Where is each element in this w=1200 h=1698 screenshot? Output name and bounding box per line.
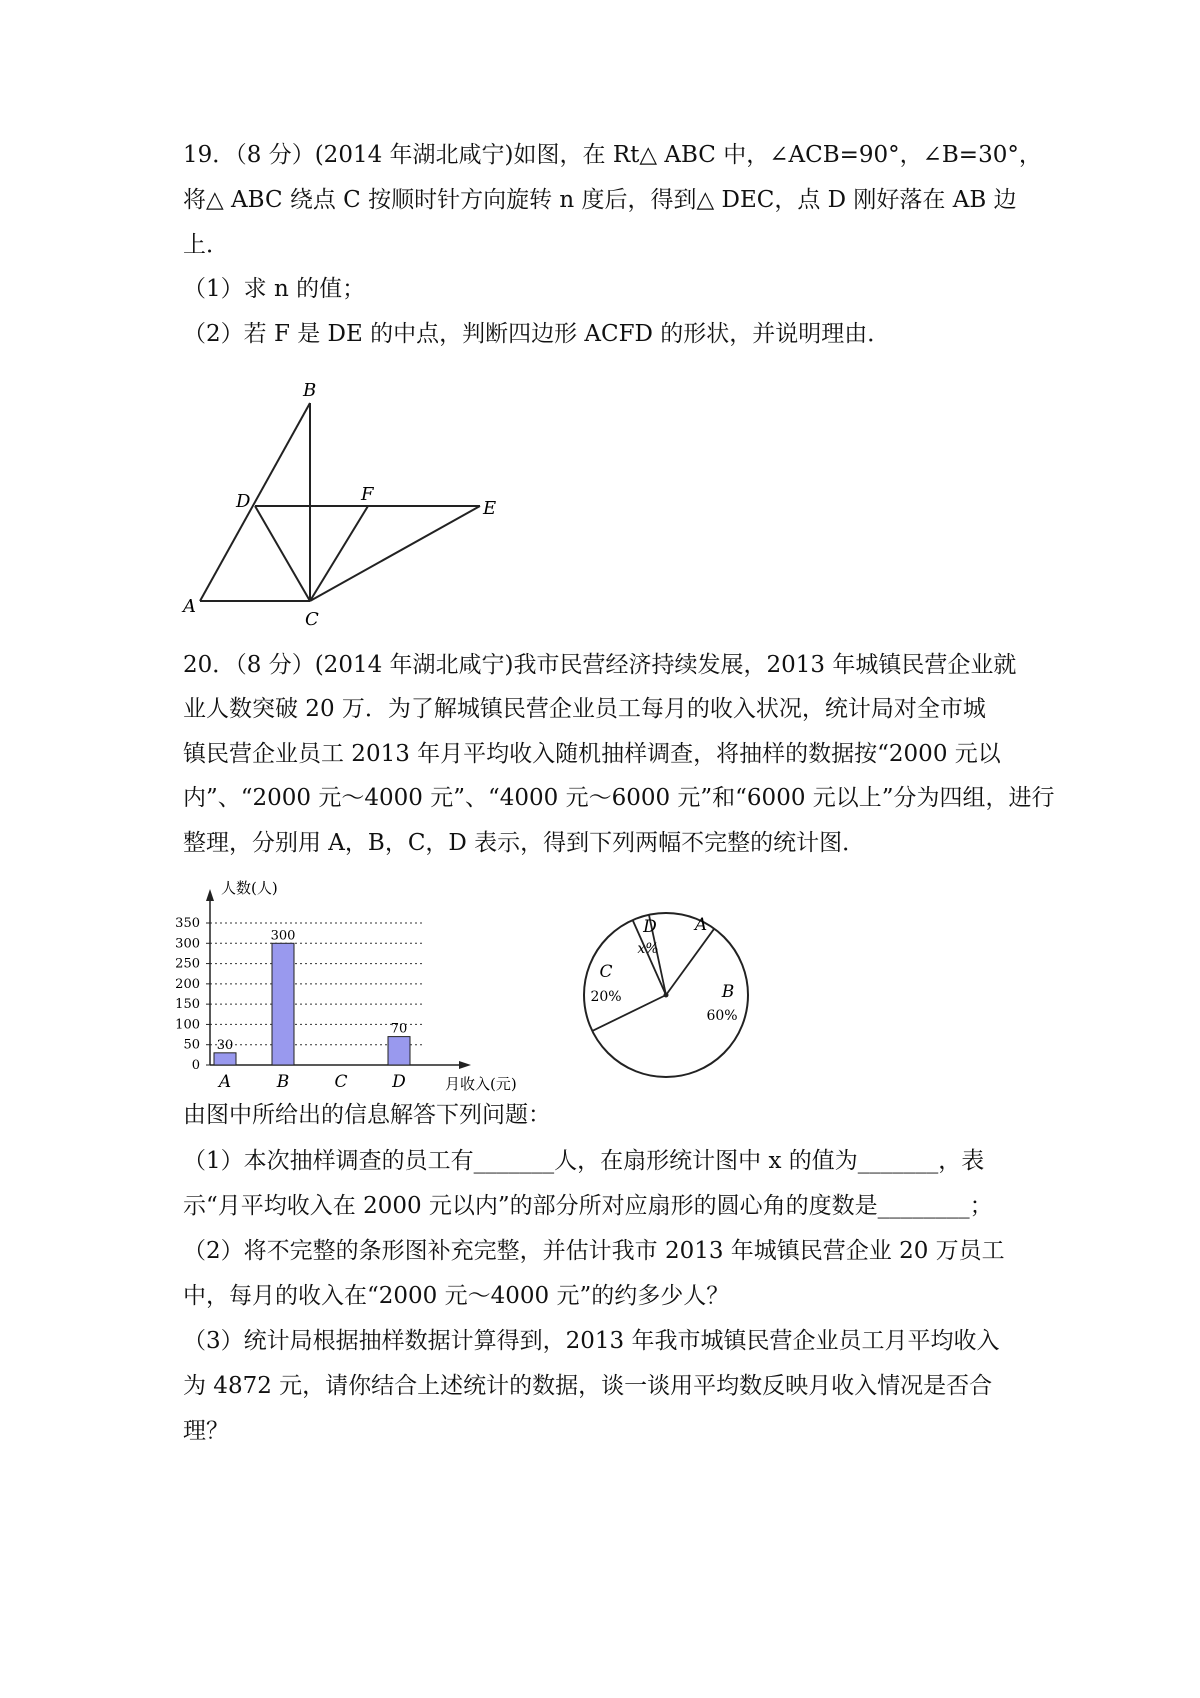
y-axis-title: 人数(人) bbox=[221, 879, 278, 897]
pie-label-D: D bbox=[643, 917, 657, 937]
answer-blank-angle: ________ bbox=[877, 1193, 970, 1219]
q20-sub-2-line-1: （2）将不完整的条形图补充完整，并估计我市 2013 年城镇民营企业 20 万员工 bbox=[183, 1238, 1005, 1264]
label-e: E bbox=[483, 498, 497, 519]
label-d: D bbox=[236, 491, 251, 512]
y-axis-arrow bbox=[206, 889, 214, 901]
y-tick-label: 150 bbox=[175, 997, 200, 1013]
q20-sub-3-line-2: 为 4872 元，请你结合上述统计的数据，谈一谈用平均数反映月收入情况是否合 bbox=[183, 1373, 993, 1399]
pie-pct-D: x% bbox=[637, 941, 659, 957]
pie-pct-B: 60% bbox=[706, 1008, 738, 1024]
pie-center bbox=[664, 993, 669, 998]
data-label-A: 30 bbox=[216, 1037, 234, 1053]
q20-sub-1-text-a: （1）本次抽样调查的员工有 bbox=[183, 1148, 474, 1174]
q20-sub-3-line-3: 理？ bbox=[183, 1418, 229, 1444]
pie-radius-1 bbox=[666, 929, 714, 995]
label-f: F bbox=[361, 484, 374, 505]
bar-D bbox=[388, 1037, 410, 1065]
y-tick-label: 200 bbox=[175, 976, 200, 992]
q20-sub-1-text-b: 人，在扇形统计图中 x 的值为 bbox=[554, 1148, 858, 1174]
answer-blank-count: _______ bbox=[473, 1148, 555, 1174]
q20-sub-3-line-1: （3）统计局根据抽样数据计算得到，2013 年我市城镇民营企业员工月平均收入 bbox=[183, 1328, 1000, 1354]
pie-label-C: C bbox=[599, 962, 613, 982]
segment-ce bbox=[310, 506, 480, 601]
y-tick-label: 250 bbox=[175, 956, 200, 972]
data-label-B: 300 bbox=[270, 928, 296, 944]
segment-dc bbox=[255, 506, 310, 601]
label-a: A bbox=[183, 596, 196, 617]
bar-B bbox=[272, 943, 294, 1065]
y-tick-label: 300 bbox=[175, 936, 200, 952]
x-tick-label-D: D bbox=[392, 1072, 406, 1092]
geometry-figure bbox=[175, 370, 505, 630]
x-tick-label-A: A bbox=[218, 1072, 232, 1092]
bar-chart bbox=[175, 875, 515, 1095]
data-label-D: 70 bbox=[390, 1021, 408, 1037]
x-axis-arrow bbox=[459, 1061, 471, 1069]
q20-line-3: 镇民营企业员工 2013 年月平均收入随机抽样调查，将抽样的数据按“2000 元以 bbox=[183, 741, 1001, 767]
q20-line-1: 20．（8 分）(2014 年湖北咸宁)我市民营经济持续发展，2013 年城镇民营企业就 bbox=[183, 652, 1017, 678]
pie-label-A: A bbox=[694, 915, 708, 935]
q19-sub-2: （2）若 F 是 DE 的中点，判断四边形 ACFD 的形状，并说明理由． bbox=[183, 321, 891, 347]
q20-line-4: 内”、“2000 元～4000 元”、“4000 元～6000 元”和“6000 元以上”分为四组，进行 bbox=[183, 785, 1055, 811]
q20-sub-2-line-2: 中，每月的收入在“2000 元～4000 元”的约多少人？ bbox=[183, 1283, 730, 1309]
q20-sub-1-line-1 bbox=[183, 1146, 984, 1176]
y-tick-label: 350 bbox=[175, 916, 200, 931]
q20-line-5: 整理，分别用 A，B，C，D 表示，得到下列两幅不完整的统计图． bbox=[183, 830, 866, 856]
q20-sub-1-text-e: ； bbox=[969, 1193, 993, 1219]
segment-cf bbox=[310, 506, 368, 601]
q19-line-1: 19．（8 分）(2014 年湖北咸宁)如图，在 Rt△ ABC 中，∠ACB=90°，∠B=30°， bbox=[183, 142, 1042, 168]
pie-label-B: B bbox=[721, 982, 735, 1002]
y-tick-label: 100 bbox=[175, 1017, 200, 1033]
y-tick-label: 50 bbox=[183, 1037, 200, 1053]
label-b: B bbox=[303, 380, 317, 401]
x-tick-label-B: B bbox=[276, 1072, 290, 1092]
bar-A bbox=[214, 1053, 236, 1065]
label-c: C bbox=[305, 609, 319, 630]
pie-chart bbox=[570, 895, 770, 1095]
q19-line-3: 上． bbox=[183, 232, 229, 258]
q20-intro-questions: 由图中所给出的信息解答下列问题： bbox=[183, 1102, 551, 1128]
y-tick-label: 0 bbox=[191, 1058, 200, 1073]
q20-line-2: 业人数突破 20 万．为了解城镇民营企业员工每月的收入状况，统计局对全市城 bbox=[183, 696, 986, 722]
q20-sub-1-text-c: ，表 bbox=[938, 1148, 985, 1174]
x-tick-label-C: C bbox=[334, 1072, 348, 1092]
q19-line-2: 将△ ABC 绕点 C 按顺时针方向旋转 n 度后，得到△ DEC，点 D 刚好落在 AB 边 bbox=[183, 187, 1017, 213]
q20-sub-1-text-d: 示“月平均收入在 2000 元以内”的部分所对应扇形的圆心角的度数是 bbox=[183, 1193, 878, 1219]
q19-sub-1: （1）求 n 的值； bbox=[183, 276, 366, 302]
answer-blank-x: _______ bbox=[857, 1148, 939, 1174]
x-axis-title: 月收入(元) bbox=[445, 1075, 517, 1093]
q20-sub-1-line-2 bbox=[183, 1191, 993, 1221]
pie-pct-C: 20% bbox=[590, 989, 622, 1005]
